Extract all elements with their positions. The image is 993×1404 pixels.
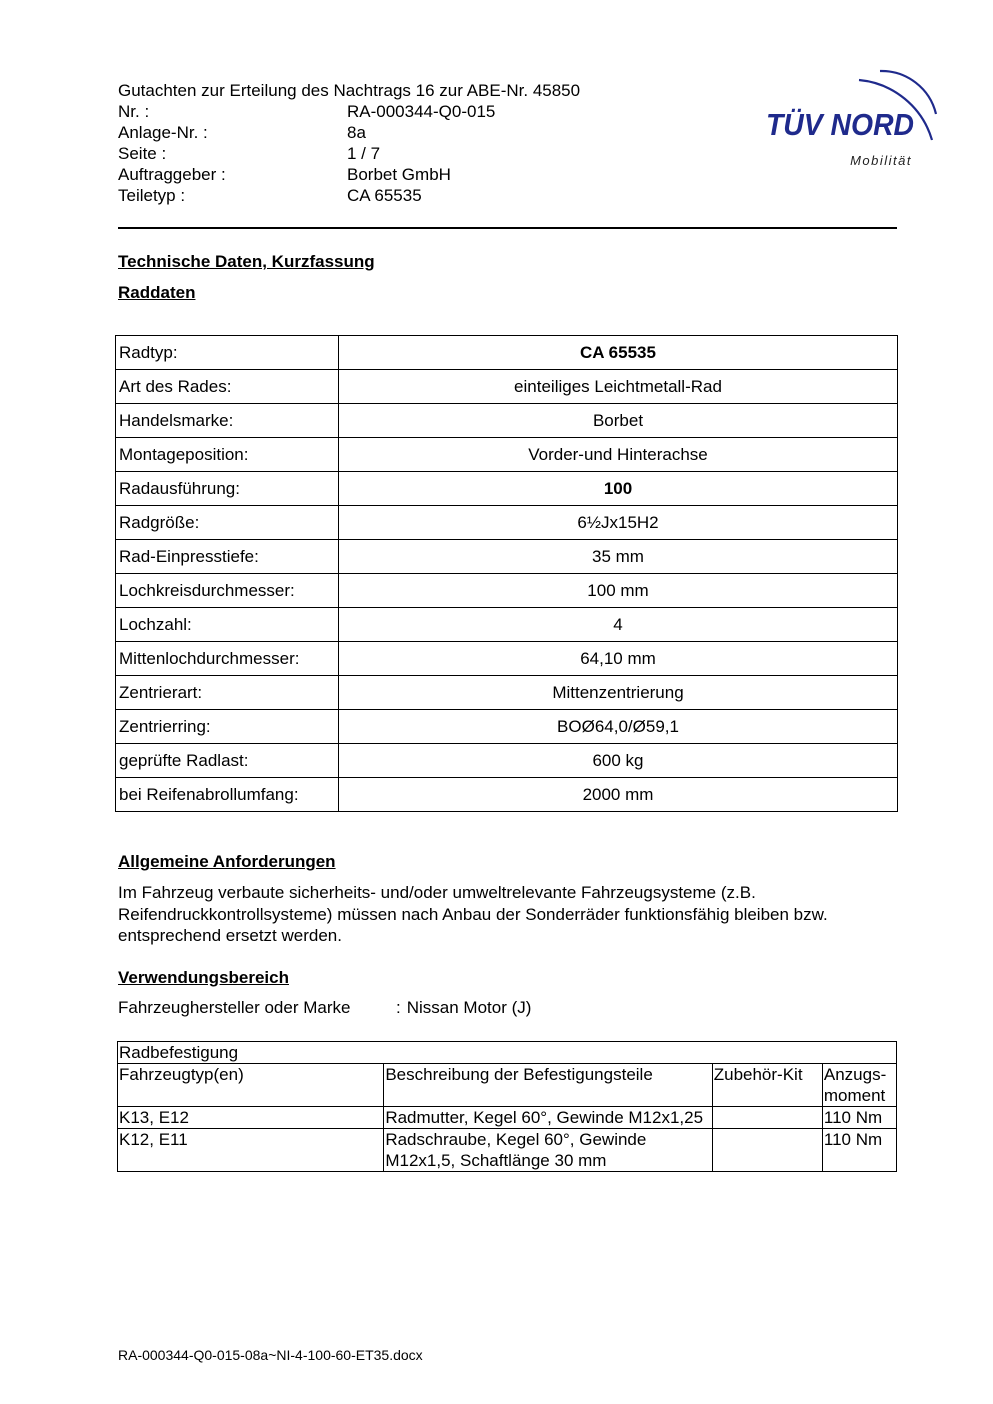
raddaten-value: 100 mm (339, 574, 898, 608)
header-row (118, 185, 580, 206)
logo-brand-text: TÜV NORD (766, 107, 914, 142)
raddaten-label: Rad-Einpresstiefe: (116, 540, 339, 574)
table-row (116, 574, 898, 608)
header-value: RA-000344-Q0-015 (347, 102, 496, 121)
raddaten-label: Zentrierring: (116, 710, 339, 744)
raddaten-label: Lochzahl: (116, 608, 339, 642)
logo-subtitle: Mobilität (850, 153, 912, 168)
table-row (116, 778, 898, 812)
raddaten-label: Lochkreisdurchmesser: (116, 574, 339, 608)
raddaten-label: Montageposition: (116, 438, 339, 472)
footer-filename: RA-000344-Q0-015-08a~NI-4-100-60-ET35.docx (118, 1347, 423, 1363)
table-row (116, 642, 898, 676)
raddaten-value: 6½Jx15H2 (339, 506, 898, 540)
raddaten-value: 35 mm (339, 540, 898, 574)
verwendung-row (118, 998, 531, 1018)
raddaten-label: Radausführung: (116, 472, 339, 506)
section-heading-technische-daten: Technische Daten, Kurzfassung (118, 252, 375, 271)
header-label: Seite : (118, 144, 167, 163)
verwendung-separator: : (396, 998, 401, 1017)
section-heading-verwendungsbereich: Verwendungsbereich (118, 968, 289, 987)
table-row (118, 1129, 897, 1172)
report-title: Gutachten zur Erteilung des Nachtrags 16 zur ABE-Nr. 45850 (118, 81, 581, 100)
table-row (116, 438, 898, 472)
table-cell: 110 Nm (822, 1129, 896, 1172)
raddaten-value: CA 65535 (339, 336, 898, 370)
table-row (116, 710, 898, 744)
section-heading-anforderungen: Allgemeine Anforderungen (118, 852, 336, 871)
raddaten-table (115, 335, 898, 812)
document-header (118, 80, 580, 206)
table-row (116, 540, 898, 574)
table-title-row (118, 1042, 897, 1064)
table-row (116, 336, 898, 370)
raddaten-label: Radtyp: (116, 336, 339, 370)
column-header: Beschreibung der Befestigungsteile (384, 1064, 712, 1107)
table-row (116, 404, 898, 438)
header-value: 8a (347, 123, 366, 142)
raddaten-table-body (116, 336, 898, 812)
header-row (118, 143, 580, 164)
header-value: Borbet GmbH (347, 165, 451, 184)
table-row (118, 1107, 897, 1129)
raddaten-label: geprüfte Radlast: (116, 744, 339, 778)
header-divider (118, 227, 897, 229)
table-header-row (118, 1064, 897, 1107)
header-label: Teiletyp : (118, 186, 186, 205)
raddaten-label: Zentrierart: (116, 676, 339, 710)
anforderungen-paragraph: Im Fahrzeug verbaute sicherheits- und/oder umweltrelevante Fahrzeugsysteme (z.B. Reifendruckkontrollsysteme) müssen nach Anbau der Sonderräder funktionsfähig bleiben bzw. entsprechend ersetzt werden. (118, 883, 828, 945)
raddaten-value: 4 (339, 608, 898, 642)
raddaten-value: Vorder-und Hinterachse (339, 438, 898, 472)
verwendung-label: Fahrzeughersteller oder Marke (118, 998, 351, 1017)
header-row (118, 164, 580, 185)
table-row (116, 506, 898, 540)
raddaten-value: BOØ64,0/Ø59,1 (339, 710, 898, 744)
raddaten-value: einteiliges Leichtmetall-Rad (339, 370, 898, 404)
table-cell (712, 1129, 822, 1172)
raddaten-label: Radgröße: (116, 506, 339, 540)
raddaten-value: Mittenzentrierung (339, 676, 898, 710)
header-row (118, 122, 580, 143)
header-row (118, 101, 580, 122)
table-row (116, 472, 898, 506)
raddaten-label: bei Reifenabrollumfang: (116, 778, 339, 812)
radbefestigung-table (117, 1041, 897, 1172)
raddaten-label: Art des Rades: (116, 370, 339, 404)
table-title: Radbefestigung (118, 1042, 897, 1064)
raddaten-value: 64,10 mm (339, 642, 898, 676)
column-header: Zubehör-Kit (712, 1064, 822, 1107)
raddaten-value: 2000 mm (339, 778, 898, 812)
tuev-nord-logo (764, 58, 944, 173)
raddaten-label: Handelsmarke: (116, 404, 339, 438)
raddaten-label: Mittenlochdurchmesser: (116, 642, 339, 676)
table-cell: Radschraube, Kegel 60°, Gewinde M12x1,5, Schaftlänge 30 mm (384, 1129, 712, 1172)
header-label: Auftraggeber : (118, 165, 226, 184)
table-cell: 110 Nm (822, 1107, 896, 1129)
table-cell (712, 1107, 822, 1129)
column-header: Fahrzeugtyp(en) (118, 1064, 384, 1107)
header-label: Anlage-Nr. : (118, 123, 208, 142)
table-row (116, 744, 898, 778)
header-value: CA 65535 (347, 186, 422, 205)
section-heading-raddaten: Raddaten (118, 283, 196, 302)
raddaten-value: Borbet (339, 404, 898, 438)
table-cell: K13, E12 (118, 1107, 384, 1129)
header-value: 1 / 7 (347, 144, 381, 163)
table-cell: Radmutter, Kegel 60°, Gewinde M12x1,25 (384, 1107, 712, 1129)
raddaten-value: 600 kg (339, 744, 898, 778)
table-cell: K12, E11 (118, 1129, 384, 1172)
table-row (116, 608, 898, 642)
column-header: Anzugs-moment (822, 1064, 896, 1107)
verwendung-value: Nissan Motor (J) (406, 998, 532, 1017)
header-label: Nr. : (118, 102, 150, 121)
table-row (116, 676, 898, 710)
raddaten-value: 100 (339, 472, 898, 506)
table-row (116, 370, 898, 404)
